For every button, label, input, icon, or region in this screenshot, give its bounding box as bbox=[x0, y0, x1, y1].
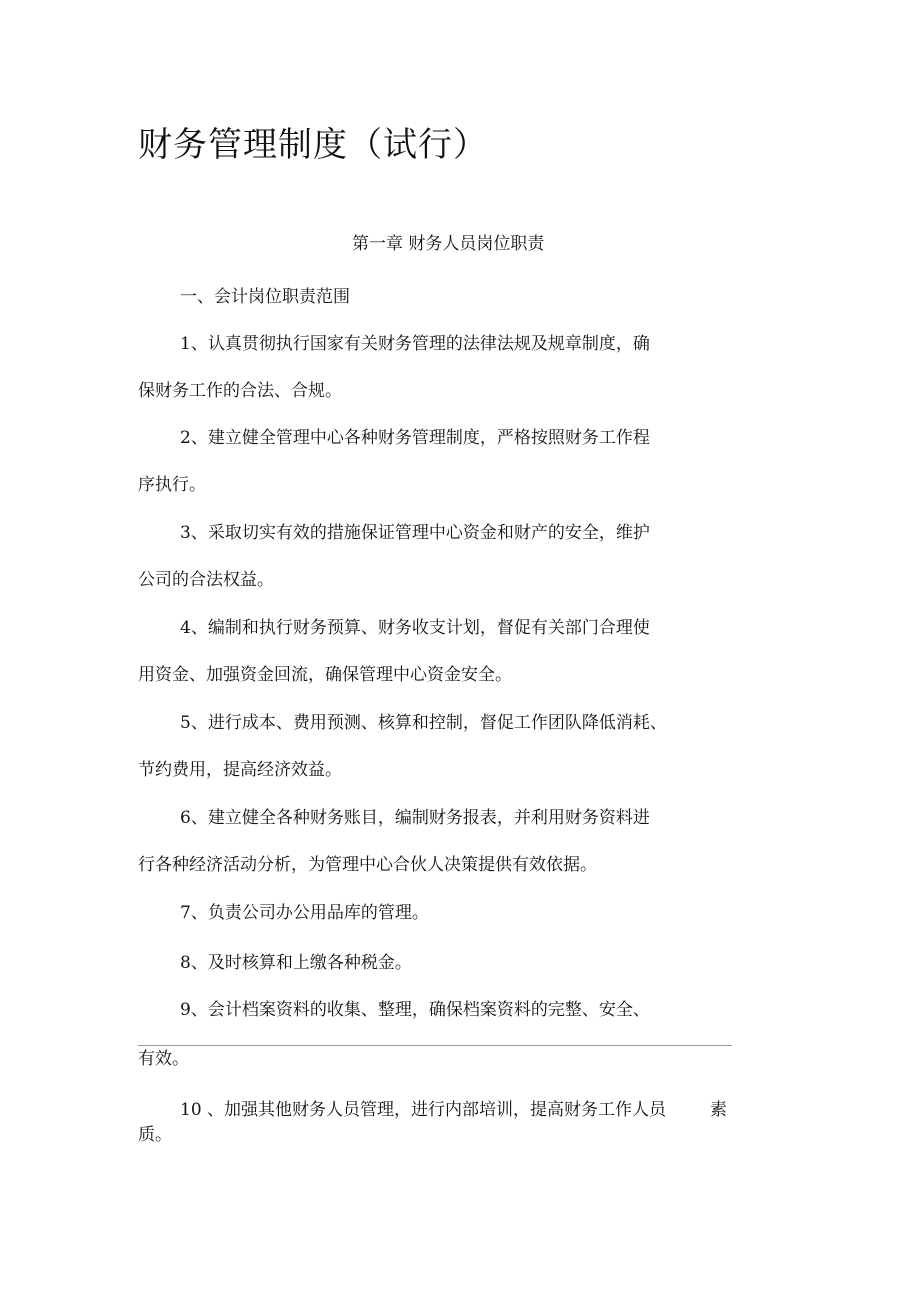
item-7-line-1: 7、负责公司办公用品库的管理。 bbox=[180, 903, 429, 923]
chapter-heading: 第一章 财务人员岗位职责 bbox=[352, 234, 545, 254]
item-1-line-2: 保财务工作的合法、合规。 bbox=[138, 381, 342, 401]
item-10-line-1: 10 、加强其他财务人员管理，进行内部培训，提高财务工作人员 bbox=[180, 1100, 667, 1120]
item-4-line-2: 用资金、加强资金回流，确保管理中心资金安全。 bbox=[138, 665, 512, 685]
item-5-line-1: 5、进行成本、费用预测、核算和控制，督促工作团队降低消耗、 bbox=[180, 713, 667, 733]
horizontal-rule bbox=[138, 1045, 732, 1046]
item-2-line-1: 2、建立健全管理中心各种财务管理制度，严格按照财务工作程 bbox=[180, 428, 650, 448]
item-4-line-1: 4、编制和执行财务预算、财务收支计划，督促有关部门合理使 bbox=[180, 618, 650, 638]
section-heading: 一、会计岗位职责范围 bbox=[180, 287, 350, 307]
item-3-line-2: 公司的合法权益。 bbox=[138, 570, 274, 590]
item-9-line-1: 9、会计档案资料的收集、整理，确保档案资料的完整、安全、 bbox=[180, 1000, 650, 1020]
item-6-line-2: 行各种经济活动分析，为管理中心合伙人决策提供有效依据。 bbox=[138, 855, 597, 875]
item-6-line-1: 6、建立健全各种财务账目，编制财务报表，并利用财务资料进 bbox=[180, 808, 650, 828]
item-5-line-2: 节约费用，提高经济效益。 bbox=[138, 760, 342, 780]
item-10-line-2: 质。 bbox=[138, 1125, 172, 1145]
document-title: 财务管理制度（试行） bbox=[138, 125, 488, 165]
item-3-line-1: 3、采取切实有效的措施保证管理中心资金和财产的安全，维护 bbox=[180, 523, 650, 543]
item-9-line-2: 有效。 bbox=[138, 1049, 189, 1069]
item-2-line-2: 序执行。 bbox=[138, 475, 206, 495]
item-8-line-1: 8、及时核算和上缴各种税金。 bbox=[180, 953, 412, 973]
item-10-line-1-tail: 素 bbox=[710, 1100, 727, 1120]
item-1-line-1: 1、认真贯彻执行国家有关财务管理的法律法规及规章制度，确 bbox=[180, 334, 650, 354]
